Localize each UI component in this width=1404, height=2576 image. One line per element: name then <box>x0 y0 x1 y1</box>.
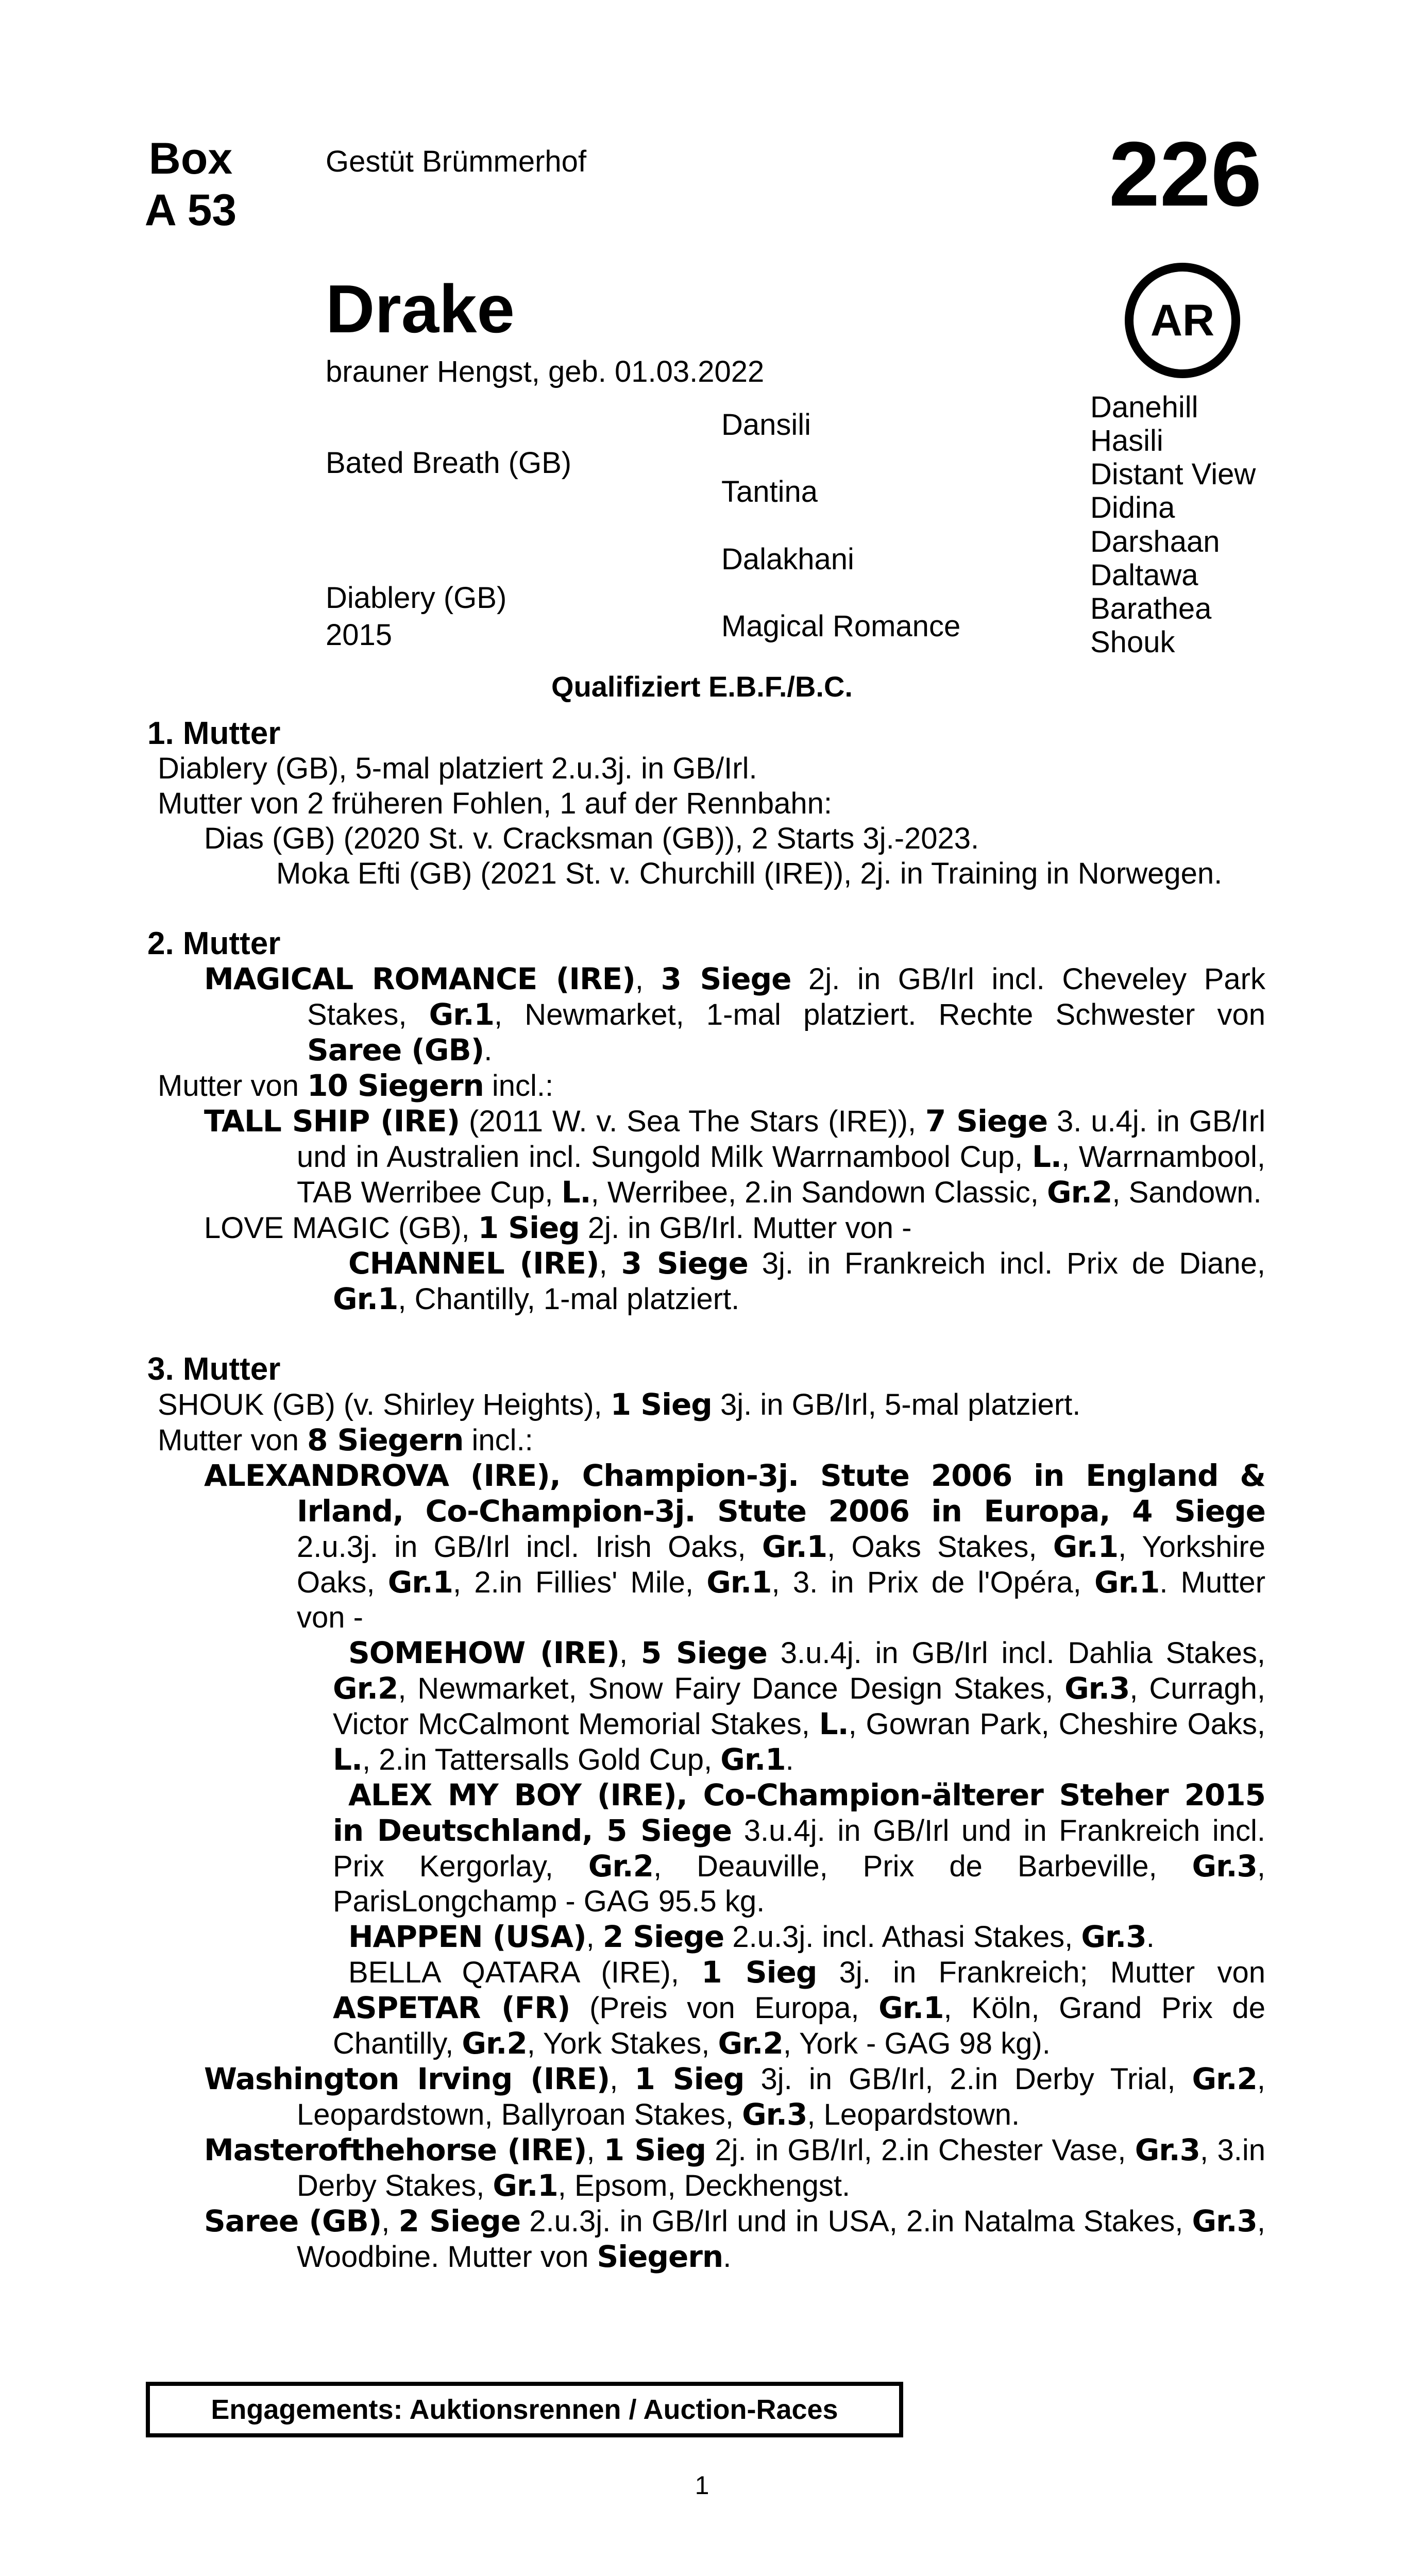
produce-entry: Moka Efti (GB) (2021 St. v. Churchill (IRE)), 2j. in Training in Norwegen. <box>276 857 1223 890</box>
horse-ref: Masterofthehorse (IRE) <box>204 2132 587 2167</box>
section-heading-mutter2: 2. Mutter <box>147 926 281 961</box>
pedigree-dam-year: 2015 <box>326 618 393 652</box>
horse-ref: Saree (GB) <box>307 1032 484 1067</box>
horse-ref: CHANNEL (IRE) <box>348 1246 599 1281</box>
lot-number: 226 <box>1109 123 1262 225</box>
family-text <box>147 716 1265 2275</box>
pedigree-gen3-item: Hasili <box>1090 424 1163 457</box>
winners-count: 10 Siegern <box>307 1068 484 1103</box>
horse-name: Drake <box>326 271 515 347</box>
horse-ref: TALL SHIP (IRE) <box>204 1104 460 1139</box>
grade-label: Gr.3 <box>742 2097 807 2132</box>
pedigree-gen3-item: Danehill <box>1090 391 1198 424</box>
produce-entry: Saree (GB), 2 Siege 2.u.3j. in GB/Irl und in USA, 2.in Natalma Stakes, Gr.3, Woodbine. Mutter von Siegern. <box>204 2204 1265 2274</box>
qualification-note: Qualifiziert E.B.F./B.C. <box>551 670 853 703</box>
grade-label: Gr.1 <box>878 1990 944 2025</box>
produce-entry: Washington Irving (IRE), 1 Sieg 3j. in GB/Irl, 2.in Derby Trial, Gr.2, Leopardstown, Ballyroan Stakes, Gr.3, Leopardstown. <box>204 2061 1265 2132</box>
grade-label: Gr.3 <box>1081 1919 1146 1954</box>
section-heading-mutter3: 3. Mutter <box>147 1351 281 1387</box>
engagements-box <box>146 2382 903 2437</box>
produce-entry: TALL SHIP (IRE) (2011 W. v. Sea The Stars (IRE)), 7 Siege 3. u.4j. in GB/Irl und in Australien incl. Sungold Milk Warrnambool Cup, L., Warrnambool, TAB Werribee Cup, L., Werribee, 2.in Sandown Classic, Gr.2, Sandown. <box>204 1104 1265 1210</box>
engagements-label: Engagements: Auktionsrennen / Auction-Races <box>211 2394 838 2425</box>
produce-entry: ALEXANDROVA (IRE), Champion-3j. Stute 2006 in England & Irland, Co-Champion-3j. Stute 2006 in Europa, 4 Siege 2.u.3j. in GB/Irl incl. Irish Oaks, Gr.1, Oaks Stakes, Gr.1, Yorkshire Oaks, Gr.1, 2.in Fillies' Mile, Gr.1, 3. in Prix de l'Opéra, Gr.1. Mutter von - <box>204 1458 1266 1634</box>
grade-label: Gr.2 <box>588 1849 654 1884</box>
third-dam-record: SHOUK (GB) (v. Shirley Heights), 1 Sieg 3j. in GB/Irl, 5-mal platziert. <box>158 1387 1081 1422</box>
pedigree-gen3-item: Daltawa <box>1090 558 1198 592</box>
pedigree-gen2-item: Tantina <box>721 475 818 509</box>
produce-entry: LOVE MAGIC (GB), 1 Sieg 2j. in GB/Irl. Mutter von - <box>204 1210 912 1245</box>
horse-ref: HAPPEN (USA) <box>348 1919 586 1954</box>
breeder-name: Gestüt Brümmerhof <box>326 145 587 178</box>
page-number: 1 <box>695 2471 709 2500</box>
horse-ref: SOMEHOW (IRE) <box>348 1635 619 1670</box>
grade-label: Gr.2 <box>718 2026 783 2061</box>
horse-ref: MAGICAL ROMANCE (IRE) <box>204 961 635 996</box>
grade-label: Gr.2 <box>462 2026 527 2061</box>
box-label-line2: A 53 <box>144 185 237 235</box>
grade-label: Gr.3 <box>1192 1849 1257 1884</box>
wins-count: 3 Siege <box>661 961 791 996</box>
winners-ref: Siegern <box>597 2239 723 2274</box>
grade-label: Gr.2 <box>1047 1175 1112 1210</box>
grade-label: Gr.1 <box>429 997 494 1032</box>
grade-label: L. <box>819 1706 849 1741</box>
wins-count: 1 Sieg <box>610 1387 712 1422</box>
grade-label: Gr.1 <box>706 1565 772 1600</box>
grade-label: L. <box>333 1742 362 1777</box>
pedigree-gen3-item: Darshaan <box>1090 525 1220 558</box>
winners-count: 8 Siegern <box>307 1422 464 1458</box>
produce-entry: SOMEHOW (IRE), 5 Siege 3.u.4j. in GB/Irl incl. Dahlia Stakes, Gr.2, Newmarket, Snow Fairy Dance Design Stakes, Gr.3, Curragh, Victor McCalmont Memorial Stakes, L., Gowran Park, Cheshire Oaks, L., 2.in Tattersalls Gold Cup, Gr.1. <box>333 1635 1265 1777</box>
grade-label: Gr.1 <box>493 2168 558 2203</box>
grade-label: L. <box>561 1175 591 1210</box>
dam-produce-summary: Mutter von 2 früheren Fohlen, 1 auf der Rennbahn: <box>158 787 833 820</box>
wins-count: 2 Siege <box>398 2204 521 2239</box>
horse-ref: ASPETAR (FR) <box>333 1990 570 2025</box>
grade-label: Gr.3 <box>1064 1671 1130 1706</box>
produce-entry: Dias (GB) (2020 St. v. Cracksman (GB)), 2 Starts 3j.-2023. <box>204 822 979 855</box>
horse-ref: Saree (GB) <box>204 2204 382 2239</box>
grade-label: Gr.1 <box>720 1742 786 1777</box>
produce-entry: BELLA QATARA (IRE), 1 Sieg 3j. in Frankreich; Mutter von ASPETAR (FR) (Preis von Europa, Gr.1, Köln, Grand Prix de Chantilly, Gr.2, York Stakes, Gr.2, York - GAG 98 kg). <box>333 1955 1266 2061</box>
grade-label: Gr.3 <box>1192 2204 1257 2239</box>
grade-label: Gr.1 <box>1094 1565 1160 1600</box>
box-label-line1: Box <box>148 134 233 183</box>
grade-label: Gr.3 <box>1135 2132 1200 2167</box>
produce-entry: Masterofthehorse (IRE), 1 Sieg 2j. in GB/Irl, 2.in Chester Vase, Gr.3, 3.in Derby Stakes, Gr.1, Epsom, Deckhengst. <box>204 2132 1265 2203</box>
wins-count: 3 Siege <box>621 1246 748 1281</box>
wins-count: 1 Sieg <box>634 2061 745 2096</box>
pedigree-gen3-item: Barathea <box>1090 592 1212 625</box>
pedigree-gen3-item: Didina <box>1090 491 1175 524</box>
box-label <box>124 133 258 236</box>
pedigree-gen3-item: Shouk <box>1090 625 1175 659</box>
grade-label: L. <box>1031 1139 1061 1174</box>
section-heading-mutter1: 1. Mutter <box>147 716 281 751</box>
pedigree-gen2-item: Dansili <box>721 408 811 442</box>
pedigree-gen2-item: Magical Romance <box>721 609 961 643</box>
produce-entry: ALEX MY BOY (IRE), Co-Champion-älterer Steher 2015 in Deutschland, 5 Siege 3.u.4j. in GB/Irl und in Frankreich incl. Prix Kergorlay, Gr.2, Deauville, Prix de Barbeville, Gr.3, ParisLongchamp - GAG 95.5 kg. <box>333 1777 1265 1918</box>
grade-label: Gr.1 <box>762 1529 827 1564</box>
produce-entry: HAPPEN (USA), 2 Siege 2.u.3j. incl. Athasi Stakes, Gr.3. <box>348 1919 1155 1954</box>
ar-badge-label: AR <box>1150 295 1215 345</box>
grade-label: Gr.1 <box>387 1565 453 1600</box>
produce-entry: CHANNEL (IRE), 3 Siege 3j. in Frankreich incl. Prix de Diane, Gr.1, Chantilly, 1-mal platziert. <box>333 1246 1265 1316</box>
granddam-produce-summary: Mutter von 10 Siegern incl.: <box>158 1068 554 1103</box>
wins-count: 2 Siege <box>602 1919 724 1954</box>
wins-count: 5 Siege <box>640 1635 767 1670</box>
ar-badge <box>1125 263 1240 378</box>
grade-label: Gr.1 <box>1053 1529 1119 1564</box>
grade-label: Gr.1 <box>333 1281 398 1316</box>
pedigree-gen2-item: Dalakhani <box>721 543 854 576</box>
wins-count: 1 Sieg <box>603 2132 706 2167</box>
wins-count: 1 Sieg <box>701 1955 817 1990</box>
pedigree-gen3-item: Distant View <box>1090 457 1256 491</box>
grade-label: Gr.2 <box>1192 2061 1257 2096</box>
third-dam-produce-summary: Mutter von 8 Siegern incl.: <box>158 1422 533 1458</box>
horse-ref: ALEXANDROVA (IRE), Champion-3j. Stute 2006 in England & Irland, Co-Champion-3j. Stute 2006 in Europa, 4 Siege <box>204 1458 1265 1529</box>
wins-count: 1 Sieg <box>478 1210 580 1245</box>
wins-count: 7 Siege <box>925 1104 1048 1139</box>
pedigree-sire: Bated Breath (GB) <box>326 446 572 480</box>
horse-ref: Washington Irving (IRE) <box>204 2061 610 2096</box>
dam-record: Diablery (GB), 5-mal platziert 2.u.3j. in GB/Irl. <box>158 752 757 785</box>
pedigree-dam: Diablery (GB) <box>326 581 507 615</box>
horse-ref: ALEX MY BOY (IRE), Co-Champion-älterer Steher 2015 in Deutschland, 5 Siege <box>333 1777 1265 1848</box>
granddam-record: MAGICAL ROMANCE (IRE), 3 Siege 2j. in GB/Irl incl. Cheveley Park Stakes, Gr.1, Newmarket, 1-mal platziert. Rechte Schwester von Saree (GB). <box>204 961 1266 1067</box>
grade-label: Gr.2 <box>333 1671 398 1706</box>
horse-description: brauner Hengst, geb. 01.03.2022 <box>326 355 765 388</box>
